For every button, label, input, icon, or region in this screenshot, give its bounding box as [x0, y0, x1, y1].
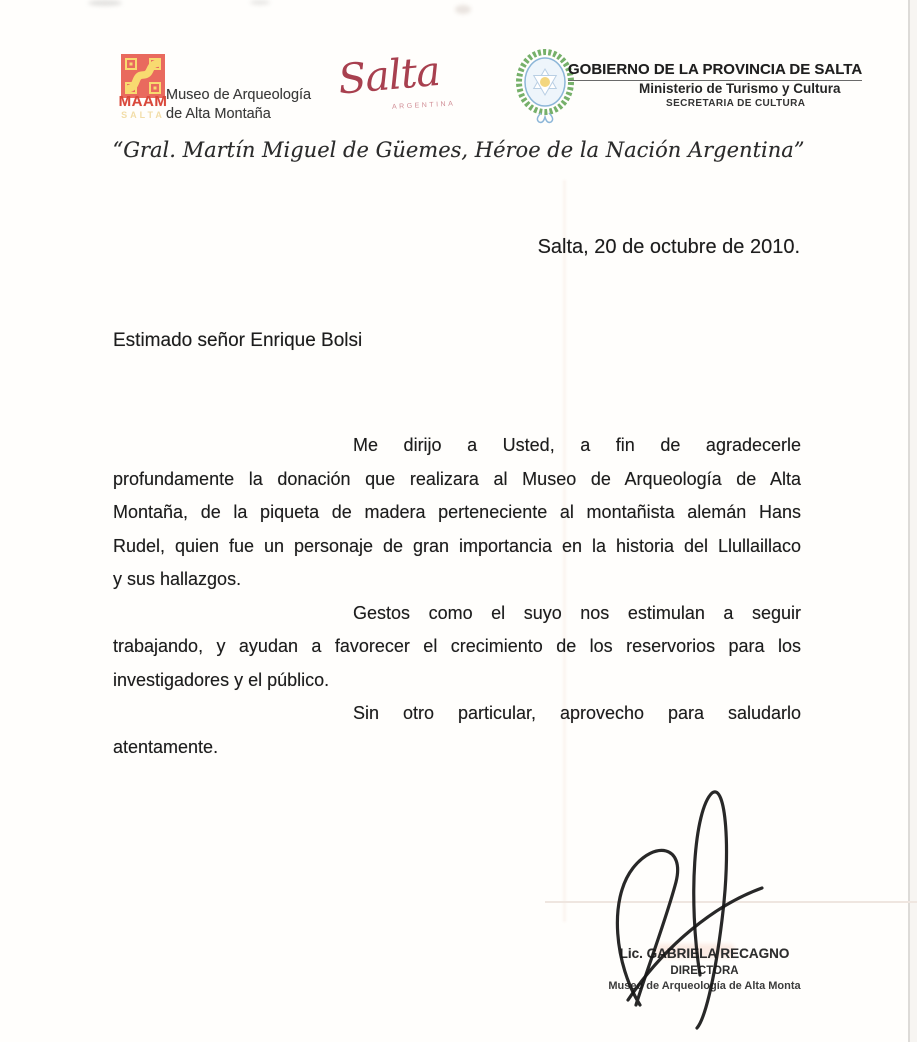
letter-date: Salta, 20 de octubre de 2010.	[537, 236, 800, 258]
letter-line: investigadores y el público.	[113, 669, 330, 690]
gov-secretariat: SECRETARIA DE CULTURA	[666, 98, 806, 109]
maam-logo-icon	[121, 54, 165, 98]
letter-line: Me dirijo a Usted, a fin de agradecerle	[353, 435, 801, 455]
provincial-crest-icon	[514, 48, 576, 126]
maam-org-name	[166, 86, 311, 124]
letter-line: Montaña, de la piqueta de madera perteneciente al montañista alemán Hans	[113, 502, 801, 522]
scan-smudge	[88, 0, 122, 6]
letter-line: atentamente.	[113, 736, 219, 757]
letter-line: Gestos como el suyo nos estimulan a seguir	[353, 602, 801, 623]
maam-watermark-text: SALTA	[121, 110, 165, 120]
motto: “Gral. Martín Miguel de Güemes, Héroe de la Nación Argentina”	[112, 138, 805, 162]
signature-scrawl-icon	[585, 782, 815, 1034]
letter-line: profundamente la donación que realizara al Museo de Arqueología de Alta	[113, 468, 801, 489]
maam-org-line2: de Alta Montaña	[166, 106, 271, 122]
scan-smudge	[250, 0, 270, 5]
letter-line: Sin otro particular, aprovecho para saludarlo	[353, 703, 801, 723]
letter-line: y sus hallazgos.	[113, 569, 242, 589]
letter-greeting: Estimado señor Enrique Bolsi	[113, 330, 363, 351]
maam-org-line1: Museo de Arqueología	[166, 87, 312, 103]
letter-body	[113, 429, 801, 764]
signatory-name: Lic. GABRIELA RECAGNO	[619, 946, 790, 961]
scan-smudge	[455, 5, 471, 14]
letter-line: trabajando, y ayudan a favorecer el crecimiento de los reservorios para los	[113, 636, 801, 656]
salta-logo: Salta	[336, 46, 442, 104]
signatory-title: DIRECTORA	[670, 965, 739, 977]
gov-ministry: Ministerio de Turismo y Cultura	[639, 81, 841, 96]
salta-logo-subtitle: ARGENTINA	[391, 100, 456, 111]
maam-abbreviation: MAAM	[118, 93, 168, 110]
letter-line: Rudel, quien fue un personaje de gran importancia en la historia del Llullaillaco	[113, 535, 801, 556]
signatory-org: Museo de Arqueología de Alta Monta	[608, 980, 801, 992]
gov-title: GOBIERNO DE LA PROVINCIA DE SALTA	[568, 61, 862, 81]
